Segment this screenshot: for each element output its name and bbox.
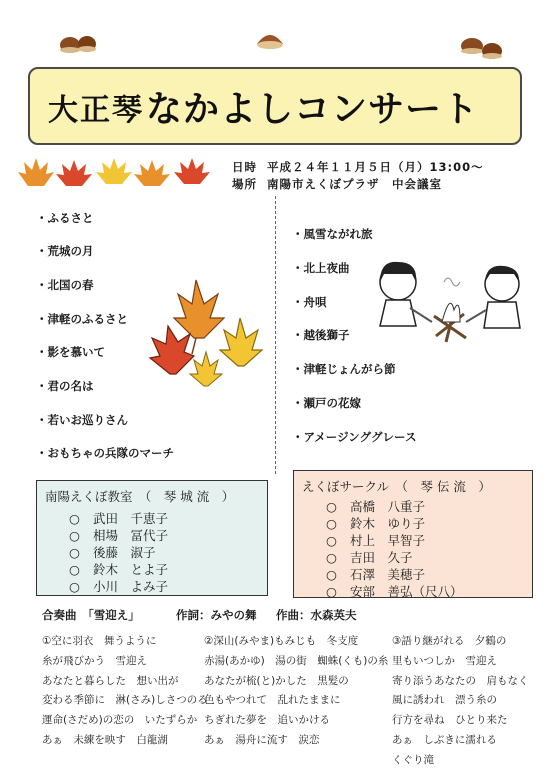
member-item: ○ 安部 善弘（尺八） — [326, 584, 463, 599]
member-marker: ○ — [69, 579, 80, 594]
venue-value: 南陽市えくぼプラザ 中会議室 — [267, 177, 442, 191]
lyric-line: 運命(さだめ)の恋の いたずらか — [42, 714, 198, 727]
member-marker: ○ — [69, 511, 80, 526]
member-item: ○ 鈴木 ゆり子 — [326, 516, 426, 531]
lyric-line: ①空に羽衣 舞うように — [42, 635, 157, 647]
maple-leaves-icon — [14, 156, 214, 192]
program-item: ・北上夜曲 — [292, 261, 350, 275]
title-banner — [28, 67, 522, 145]
lyric-line: あぁ 湯舟に流す 涙恋 — [204, 733, 320, 746]
chestnut-icon — [458, 34, 506, 62]
member-marker: ○ — [326, 516, 337, 531]
lyric-line: あぁ しぶきに濡れる — [392, 733, 497, 746]
program-item: ・風雪ながれ旅 — [292, 227, 373, 241]
lyric-line: 赤湯(あかゆ) 湯の街 蜘蛛(くも)の糸 — [204, 654, 389, 667]
member-marker: ○ — [69, 562, 80, 577]
program-item: ・若いお巡りさん — [36, 413, 128, 427]
member-marker: ○ — [326, 567, 337, 582]
member-marker: ○ — [326, 584, 337, 599]
date-value: 平成２４年１１月５日（月）13:00～ — [267, 160, 484, 174]
lyric-line: あなたと暮らした 想い出が — [42, 674, 179, 687]
date-label: 日時 — [232, 160, 257, 174]
member-marker: ○ — [326, 499, 337, 514]
program-item: ・君の名は — [36, 379, 94, 393]
chestnut-icon — [58, 32, 98, 56]
venue-line — [232, 176, 442, 192]
lyric-line: ちぎれた夢を 追いかける — [204, 714, 330, 727]
member-item: ○ 相場 冨代子 — [69, 528, 169, 543]
program-item: ・荒城の月 — [36, 244, 94, 258]
program-item: ・おもちゃの兵隊のマーチ — [36, 446, 174, 460]
date-line — [232, 159, 484, 175]
ensemble-piece: 合奏曲 「雪迎え」 — [42, 608, 140, 622]
lyrics-verse-1 — [42, 632, 208, 751]
program-item: ・津軽じょんがら節 — [292, 362, 396, 376]
member-marker: ○ — [326, 550, 337, 565]
chestnut-icon — [254, 28, 286, 52]
lyric-line: ②深山(みやま)もみじも 冬支度 — [204, 635, 359, 647]
group-box-nanyo-ekubo — [36, 480, 268, 596]
member-item: ○ 吉田 久子 — [326, 550, 413, 565]
program-item: ・アメージンググレース — [292, 430, 417, 444]
venue-label: 場所 — [232, 177, 257, 191]
lyric-line: くぐり滝 — [392, 753, 434, 766]
program-item: ・津軽のふるさと — [36, 312, 128, 326]
program-item: ・越後獅子 — [292, 328, 350, 342]
lyric-line: 寄り添うあなたの 肩もなく — [392, 674, 529, 687]
lyric-line: ③語り継がれる 夕鶴の — [392, 635, 507, 647]
lyrics-verse-3 — [392, 632, 529, 771]
lyric-line: あぁ 未練を映す 白龍湖 — [42, 733, 168, 746]
member-marker: ○ — [69, 528, 80, 543]
lyric-line: あなたが梳(と)かした 黒髪の — [204, 674, 349, 687]
maple-leaves-illustration — [134, 274, 274, 392]
member-marker: ○ — [69, 545, 80, 560]
member-item: ○ 武田 千恵子 — [69, 511, 169, 526]
ensemble-lyricist: 作詞：みやの舞 — [176, 608, 257, 622]
member-marker: ○ — [326, 533, 337, 548]
program-item: ・ふるさと — [36, 211, 94, 225]
program-item: ・影を慕いて — [36, 345, 105, 359]
program-item: ・北国の春 — [36, 278, 94, 292]
page-title: なかよしコンサート — [146, 89, 480, 130]
group-box-ekubo-circle — [293, 470, 533, 598]
member-item: ○ 小川 よみ子 — [69, 579, 169, 594]
lyric-line: 色もやつれて 乱れたままに — [204, 694, 341, 707]
member-item: ○ 後藤 淑子 — [69, 545, 156, 560]
lyric-line: 変わる季節に 淋(さみ)しさつのる — [42, 694, 208, 707]
lyrics-verse-2 — [204, 632, 388, 751]
lyric-line: 行方を尋ね ひとり来た — [392, 714, 508, 727]
member-item: ○ 鈴木 とよ子 — [69, 562, 169, 577]
group-title: 南陽えくぼ教室 （ 琴 城 流 ） — [45, 489, 235, 504]
member-item: ○ 高橋 八重子 — [326, 499, 426, 514]
lyric-line: 里もいつしか 雪迎え — [392, 654, 497, 667]
children-bonfire-illustration — [374, 252, 530, 348]
member-item: ○ 石澤 美穂子 — [326, 567, 426, 582]
lyric-line: 風に誘われ 漂う糸の — [392, 694, 497, 707]
title-prefix: 大正琴 — [48, 93, 144, 128]
program-item: ・舟唄 — [292, 295, 327, 309]
ensemble-composer: 作曲：水森英夫 — [276, 608, 357, 622]
program-item: ・瀬戸の花嫁 — [292, 396, 361, 410]
column-divider — [275, 196, 276, 474]
group-title: えくぼサークル （ 琴 伝 流 ） — [302, 479, 491, 494]
lyric-line: 糸が飛びかう 雪迎え — [42, 654, 147, 667]
member-item: ○ 村上 早智子 — [326, 533, 426, 548]
